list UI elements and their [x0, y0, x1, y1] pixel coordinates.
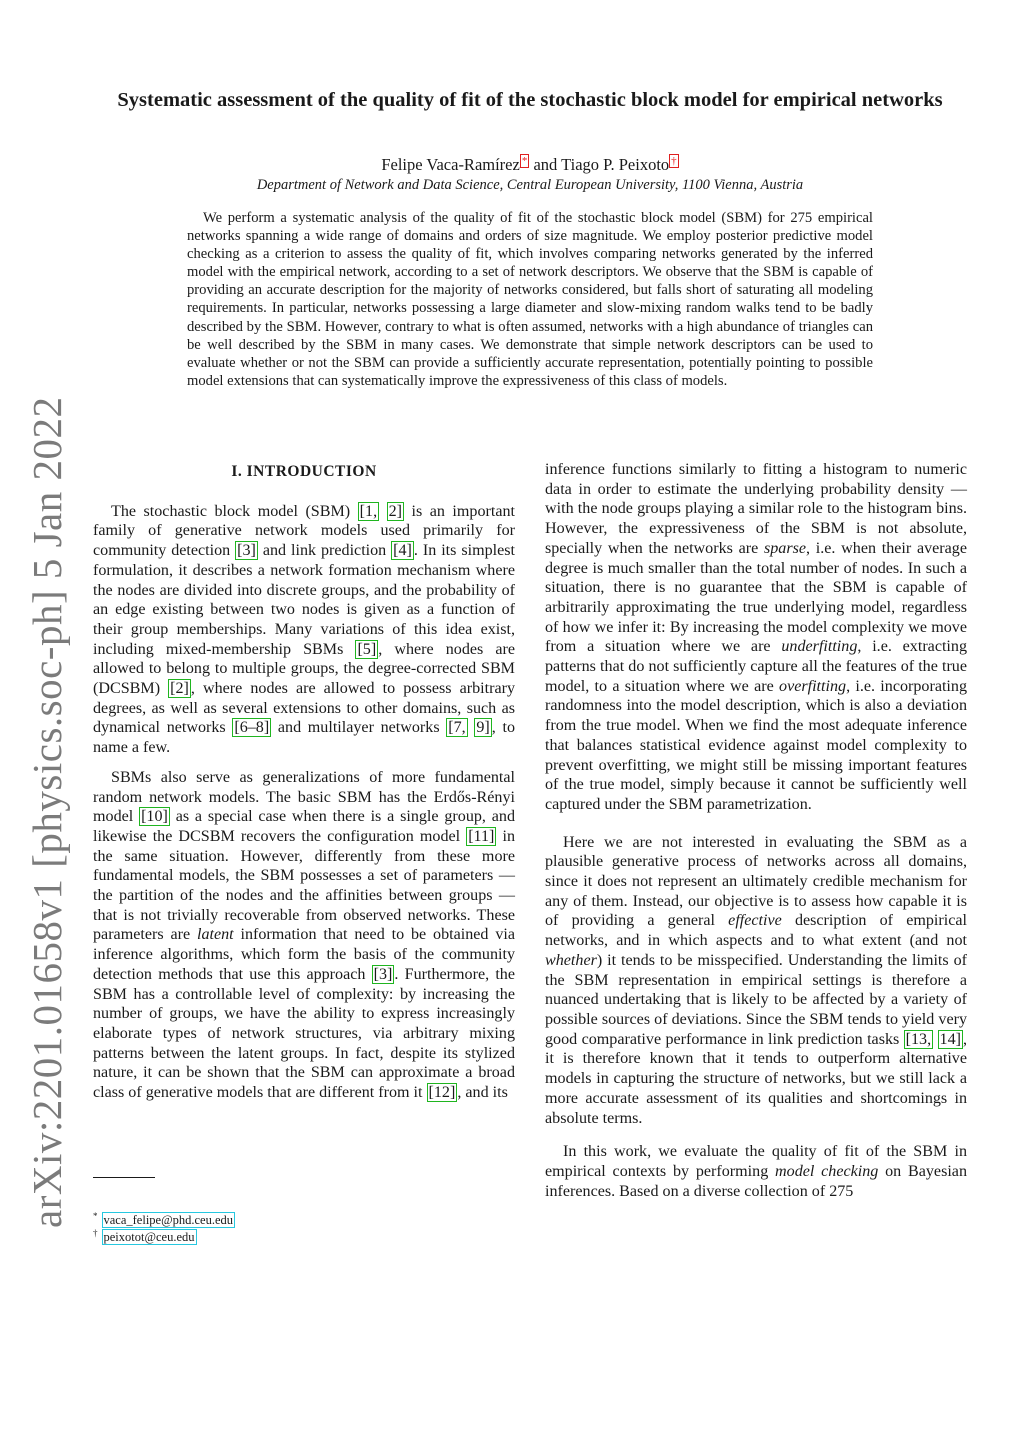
paragraph-intro-1: The stochastic block model (SBM) [1, 2] is an important family of generative network models used primarily for community detection [3] and link prediction [4] . In its simplest formulation, it describes a network formation mechanism where the nodes are divided into discrete groups, and the probability of an edge existing between two nodes is given as a function of their group memberships. Many variations of this idea exist, including mixed-membership SBMs [5] , where nodes are allowed to belong to multiple groups, the degree-corrected SBM (DCSBM) [2] , where nodes are allowed to possess arbitrary degrees, as well as several extensions to other domains, such as dynamical networks [6–8] and multilayer networks [7, 9] , to name a few. — [93, 502, 516, 757]
citation-link[interactable]: [12] — [428, 1084, 456, 1102]
email-link-vaca[interactable]: vaca_felipe@phd.ceu.edu — [103, 1213, 234, 1228]
section-heading-introduction: I. INTRODUCTION — [231, 463, 377, 480]
author-conjunction: and — [529, 155, 562, 174]
citation-link[interactable]: 2] — [388, 502, 403, 520]
footnote-link-1[interactable]: * — [521, 154, 528, 167]
footnote-2 — [93, 1226, 197, 1245]
citation-link[interactable]: [3] — [373, 965, 393, 983]
email-link-peixoto[interactable]: peixotot@ceu.edu — [103, 1230, 195, 1245]
citation-link[interactable]: [7, — [448, 719, 466, 737]
citation-link[interactable]: [3] — [237, 542, 256, 560]
author-peixoto: Tiago P. Peixoto — [561, 155, 670, 174]
abstract: We perform a systematic analysis of the quality of fit of the stochastic block model (SBM) for 275 empirical networks spanning a wide range of domains and orders of size magnitude. We employ posterior predictive model checking as a criterion to assess the quality of fit, which involves comparing networks generated by the inferred model with the empirical network, according to a set of network descriptors. We observe that the SBM is capable of providing an accurate description for the majority of networks considered, but falls short of saturating all modeling requirements. In particular, networks possessing a large diameter and slow-mixing random walks tend to be badly described by the SBM. However, contrary to what is often assumed, networks with a high abundance of triangles can be well described by the SBM in many cases. We demonstrate that simple network descriptors can be used to evaluate whether or not the SBM can provide a sufficiently accurate representation, potentially pointing to possible model extensions that can systematically improve the expressiveness of this class of models. — [187, 210, 873, 389]
citation-link[interactable]: [6–8] — [234, 719, 270, 737]
author-vaca-ramirez: Felipe Vaca-Ramírez — [381, 155, 520, 174]
citation-link[interactable]: [1, — [359, 502, 378, 520]
right-column — [545, 460, 967, 1211]
paragraph-intro-4: Here we are not interested in evaluating the SBM as a plausible generative process of networks across all domains, since it does not represent an ultimately credible mechanism for any of them. Instead, our objective is to assess how capable it is of providing a general effective description of empirical networks, and in which aspects and to what extent (and not whether) it tends to be misspecified. Understanding the limits of the SBM representation in empirical settings is therefore a nuanced undertaking that is likely to be affected by a variety of possible sources of deviations. Since the SBM tends to yield very good comparative performance in link prediction tasks [13, 14] , it is therefore known that it tends to outperform alternative models in capturing the structure of networks, but we still lack a more accurate assessment of its qualities and shortcomings in absolute terms. — [545, 833, 967, 1127]
footnote-mark: † — [93, 1228, 98, 1238]
left-column — [93, 460, 515, 1113]
paragraph-intro-5: In this work, we evaluate the quality of fit of the SBM in empirical contexts by performing model checking on Bayesian inferences. Based on a diverse collection of 275 — [545, 1143, 967, 1200]
author-line — [90, 155, 970, 175]
paper-title: Systematic assessment of the quality of fit of the stochastic block model for empirical networks — [117, 89, 943, 111]
affiliation: Department of Network and Data Science, Central European University, 1100 Vienna, Austria — [256, 177, 804, 193]
citation-link[interactable]: [5] — [357, 640, 377, 658]
citation-link[interactable]: [10] — [141, 808, 168, 826]
paragraph-intro-2: SBMs also serve as generalizations of more fundamental random network models. The basic SBM has the Erdős-Rényi model [10] as a special case when there is a single group, and likewise the DCSBM recovers the configuration model [11] in the same situation. However, differently from these more fundamental models, the SBM possesses a set of parameters — the partition of the nodes and the affinities between groups — that is not trivially recoverable from observed networks. These parameters are latent information that need to be obtained via inference algorithms, which form the basis of the community detection methods that use this approach [3] . Furthermore, the SBM has a controllable level of complexity: by increasing the number of groups, we have the ability to express increasingly elaborate types of network structures, via arbitrary mixing patterns between the latent groups. In fact, despite its stylized nature, it can be shown that the SBM can approximate a broad class of generative models that are different from it [12] , and its — [93, 768, 516, 1102]
arxiv-identifier-stamp: arXiv:2201.01658v1 [physics.soc-ph] 5 Jan 2022 — [24, 396, 70, 1228]
citation-link[interactable]: [4] — [393, 542, 412, 560]
footnote-divider — [93, 1177, 155, 1178]
citation-link[interactable]: [13, — [905, 1030, 932, 1048]
footnote-mark: * — [93, 1211, 98, 1221]
citation-link[interactable]: 14] — [939, 1030, 961, 1048]
citation-link[interactable]: [11] — [468, 827, 495, 845]
footnote-link-2[interactable]: † — [671, 154, 677, 167]
citation-link[interactable]: [2] — [170, 680, 189, 698]
paragraph-intro-3: inference functions similarly to fitting a histogram to numeric data in order to estimate the underlying probability density — with the node groups playing a similar role to the histogram bins. However, the expressiveness of the SBM is not absolute, specially when the networks are sparse, i.e. when their average degree is much smaller than the total number of nodes. In such a situation, there is no guarantee that the SBM is capable of arbitrarily approximating the true underlying model, regardless of how we infer it: By increasing the model complexity we move from a situation where we are underfitting, i.e. extracting patterns that do not sufficiently capture all the features of the true model, to a situation where we are overfitting, i.e. incorporating randomness into the model description, which is also a deviation from the true model. When we find the most adequate inference that balances statistical evidence against model complexity to prevent overfitting, we might still be missing important features of the true model, simply because it cannot be sufficiently well captured under the SBM parametrization. — [545, 461, 968, 813]
citation-link[interactable]: 9] — [476, 719, 490, 737]
